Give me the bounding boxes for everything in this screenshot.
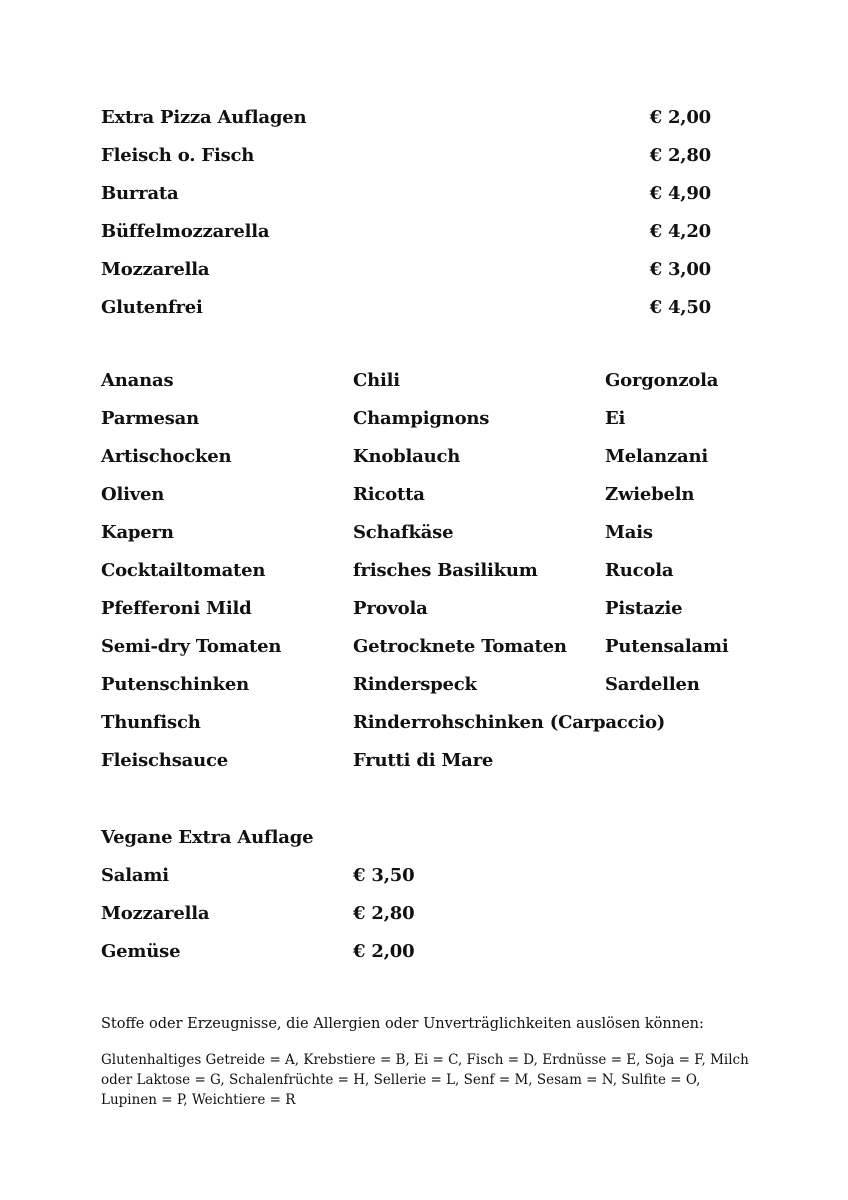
toppings-row bbox=[101, 745, 741, 783]
topping-item: Thunfisch bbox=[101, 712, 201, 733]
item-price: € 2,80 bbox=[649, 144, 711, 166]
topping-item: Schafkäse bbox=[353, 522, 454, 543]
item-price: € 3,00 bbox=[649, 258, 711, 280]
item-price: € 2,00 bbox=[353, 941, 415, 962]
price-row bbox=[101, 174, 711, 212]
topping-item: Chili bbox=[353, 370, 400, 391]
topping-item: Putenschinken bbox=[101, 674, 249, 695]
topping-item: Provola bbox=[353, 598, 428, 619]
topping-item: Pfefferoni Mild bbox=[101, 598, 252, 619]
item-price: € 2,80 bbox=[353, 903, 415, 924]
item-price: € 3,50 bbox=[353, 865, 415, 886]
topping-item: Knoblauch bbox=[353, 446, 461, 467]
toppings-row bbox=[101, 441, 741, 479]
item-name: Mozzarella bbox=[101, 903, 210, 924]
topping-item: frisches Basilikum bbox=[353, 560, 538, 581]
topping-item: Mais bbox=[605, 522, 653, 543]
topping-item: Frutti di Mare bbox=[353, 750, 494, 771]
topping-item: Pistazie bbox=[605, 598, 683, 619]
topping-item: Ananas bbox=[101, 370, 174, 391]
topping-item: Gorgonzola bbox=[605, 370, 719, 391]
topping-item: Cocktailtomaten bbox=[101, 560, 266, 581]
toppings-row bbox=[101, 555, 741, 593]
item-name: Büffelmozzarella bbox=[101, 220, 270, 242]
item-price: € 2,00 bbox=[649, 106, 711, 128]
toppings-grid bbox=[101, 365, 741, 783]
topping-item: Putensalami bbox=[605, 636, 729, 657]
item-name: Salami bbox=[101, 865, 169, 886]
toppings-row bbox=[101, 593, 741, 631]
topping-item: Melanzani bbox=[605, 446, 708, 467]
item-price: € 4,20 bbox=[649, 220, 711, 242]
item-name: Burrata bbox=[101, 182, 179, 204]
price-row bbox=[101, 136, 711, 174]
vegan-row bbox=[101, 936, 501, 974]
item-name: Extra Pizza Auflagen bbox=[101, 106, 307, 128]
item-price: € 4,90 bbox=[649, 182, 711, 204]
topping-item: Rinderrohschinken (Carpaccio) bbox=[353, 712, 666, 733]
price-row bbox=[101, 288, 711, 326]
vegan-section bbox=[101, 822, 501, 974]
topping-item: Kapern bbox=[101, 522, 174, 543]
toppings-row bbox=[101, 517, 741, 555]
topping-item: Champignons bbox=[353, 408, 490, 429]
topping-item: Ricotta bbox=[353, 484, 425, 505]
price-row bbox=[101, 98, 711, 136]
item-price: € 4,50 bbox=[649, 296, 711, 318]
toppings-row bbox=[101, 669, 741, 707]
vegan-row bbox=[101, 860, 501, 898]
allergen-heading: Stoffe oder Erzeugnisse, die Allergien oder Unverträglichkeiten auslösen können: bbox=[101, 1016, 704, 1032]
topping-item: Parmesan bbox=[101, 408, 199, 429]
item-name: Glutenfrei bbox=[101, 296, 203, 318]
price-row bbox=[101, 250, 711, 288]
topping-item: Zwiebeln bbox=[605, 484, 695, 505]
toppings-row bbox=[101, 631, 741, 669]
item-name: Gemüse bbox=[101, 941, 181, 962]
topping-item: Ei bbox=[605, 408, 626, 429]
vegan-row bbox=[101, 898, 501, 936]
toppings-row bbox=[101, 365, 741, 403]
topping-item: Rinderspeck bbox=[353, 674, 477, 695]
topping-item: Getrocknete Tomaten bbox=[353, 636, 567, 657]
toppings-row bbox=[101, 403, 741, 441]
topping-item: Artischocken bbox=[101, 446, 232, 467]
toppings-row bbox=[101, 479, 741, 517]
topping-item: Fleischsauce bbox=[101, 750, 228, 771]
item-name: Fleisch o. Fisch bbox=[101, 144, 255, 166]
extras-price-list bbox=[101, 98, 711, 326]
price-row bbox=[101, 212, 711, 250]
item-name: Mozzarella bbox=[101, 258, 210, 280]
toppings-row bbox=[101, 707, 741, 745]
topping-item: Sardellen bbox=[605, 674, 700, 695]
allergen-legend: Glutenhaltiges Getreide = A, Krebstiere = B, Ei = C, Fisch = D, Erdnüsse = E, Soja = F, Milch oder Laktose = G, Schalenfrüchte = H, Sellerie = L, Senf = M, Sesam = N, Sulfite = O, Lupinen = P, Weichtiere = R bbox=[101, 1052, 749, 1108]
vegan-title: Vegane Extra Auflage bbox=[101, 827, 314, 848]
topping-item: Rucola bbox=[605, 560, 674, 581]
topping-item: Oliven bbox=[101, 484, 165, 505]
topping-item: Semi-dry Tomaten bbox=[101, 636, 282, 657]
